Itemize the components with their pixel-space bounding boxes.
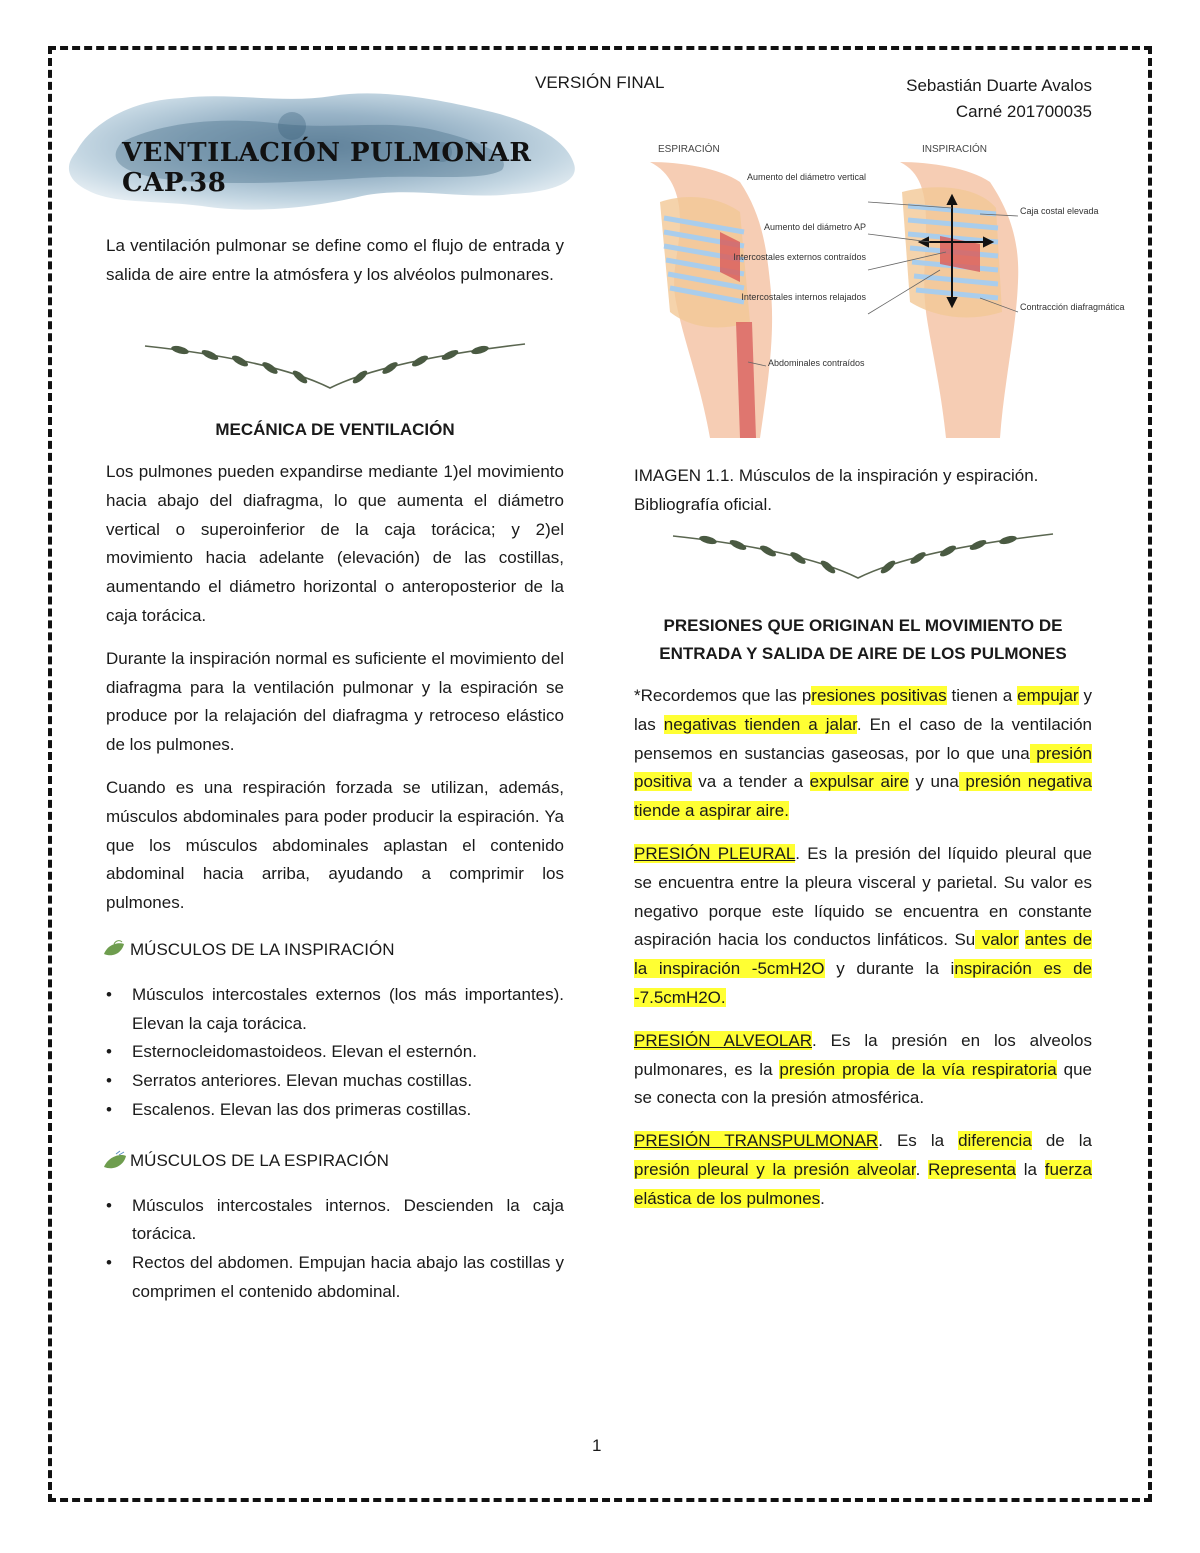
- version-label: VERSIÓN FINAL: [535, 73, 665, 92]
- expiration-heading: MÚSCULOS DE LA ESPIRACIÓN: [130, 1150, 389, 1170]
- text-run: la: [1016, 1159, 1045, 1179]
- pressures-section: [634, 612, 1092, 1214]
- text-run: *Recordemos que las p: [634, 686, 812, 705]
- figure-caption: IMAGEN 1.1. Músculos de la inspiración y espiración. Bibliografía oficial.: [634, 466, 1039, 514]
- carne-number: Carné 201700035: [955, 102, 1092, 121]
- right-column: [634, 462, 1092, 520]
- pleural-term: PRESIÓN PLEURAL: [634, 843, 796, 863]
- highlight: presión propia de la vía respiratoria: [779, 1059, 1057, 1079]
- transpulmonar-term: PRESIÓN TRANSPULMONAR: [634, 1131, 879, 1151]
- title-banner: [62, 82, 582, 222]
- alveolar-paragraph: [634, 1027, 1092, 1113]
- author-name: Sebastián Duarte Avalos: [906, 76, 1092, 95]
- highlight: presión pleural y la presión alveolar: [634, 1159, 916, 1179]
- left-column: [106, 232, 564, 290]
- annotation-vertical: Aumento del diámetro vertical: [746, 172, 866, 182]
- vine-divider-icon: [668, 526, 1058, 588]
- highlight: valor: [975, 930, 1019, 950]
- text-run: y una: [908, 772, 959, 792]
- text-run: . Es la: [878, 1131, 959, 1151]
- highlight: fuerza elástica de los pulmones: [634, 1159, 1092, 1208]
- annotation-ap: Aumento del diámetro AP: [763, 222, 866, 232]
- annotation-internal: Intercostales internos relajados: [741, 292, 866, 302]
- list-item: • Músculos intercostales internos. Descienden la caja torácica.: [132, 1192, 564, 1250]
- vine-divider-icon: [140, 336, 530, 398]
- highlight: resiones positivas: [811, 686, 947, 705]
- inspiration-list: [106, 981, 564, 1125]
- pressures-heading: PRESIONES QUE ORIGINAN EL MOVIMIENTO DE ENTRADA Y SALIDA DE AIRE DE LOS PULMONES: [659, 616, 1067, 663]
- mechanics-section: [106, 416, 564, 1307]
- breathing-figure: [640, 132, 1125, 438]
- text-run: de la: [1031, 1131, 1092, 1151]
- text-run: va a tender a: [691, 772, 810, 792]
- text-run: y las: [634, 686, 1092, 734]
- figure-label-left: ESPIRACIÓN: [658, 144, 720, 155]
- figure-label-right: INSPIRACIÓN: [922, 144, 988, 155]
- text-run: que se conecta con la presión atmosférica.: [634, 1059, 1093, 1108]
- highlight: Representa: [928, 1159, 1016, 1179]
- highlight: presión positiva: [634, 743, 1092, 792]
- annotation-external: Intercostales externos contraídos: [733, 252, 866, 262]
- text-run: . En el caso de la ventilación pensemos en sustancias gaseosas, por lo que una: [634, 714, 1092, 763]
- text-run: y durante la i: [824, 959, 955, 979]
- highlight: empujar: [1017, 686, 1079, 705]
- inspiration-heading-row: [106, 936, 564, 965]
- leaf-icon: [102, 940, 126, 960]
- pleural-paragraph: [634, 840, 1092, 1013]
- alveolar-term: PRESIÓN ALVEOLAR: [634, 1030, 812, 1050]
- expiration-heading-row: [106, 1147, 564, 1176]
- thorax-diagram: [640, 132, 1125, 438]
- text-run: . Es la presión del líquido pleural que se encuentra entre la pleura visceral y parietal. Su valor es negativo porque este líquido se encuentra en constante aspiración hacia los conductos linfáticos. Su: [634, 843, 1092, 950]
- list-item: • Escalenos. Elevan las dos primeras costillas.: [132, 1096, 564, 1125]
- highlight: presión negativa tiende a aspirar aire.: [634, 772, 1093, 821]
- list-item: • Rectos del abdomen. Empujan hacia abajo las costillas y comprimen el contenido abdominal.: [132, 1249, 564, 1307]
- list-item: • Serratos anteriores. Elevan muchas costillas.: [132, 1067, 564, 1096]
- annotation-ribcage: Caja costal elevada: [1020, 206, 1099, 216]
- page-title: VENTILACIÓN PULMONAR CAP.38: [122, 138, 532, 198]
- text-run: tienen a: [946, 686, 1018, 705]
- expiration-list: [106, 1192, 564, 1307]
- highlight: expulsar aire: [809, 772, 909, 792]
- highlight: diferencia: [958, 1131, 1032, 1151]
- transpulmonar-paragraph: [634, 1127, 1092, 1213]
- text-run: .: [820, 1188, 825, 1208]
- annotation-diaphragm: Contracción diafragmática: [1020, 302, 1125, 312]
- mechanics-paragraph-1: Los pulmones pueden expandirse mediante 1)el movimiento hacia abajo del diafragma, lo que aumenta el diámetro vertical o superoinferior de la caja torácica; y 2)el movimiento hacia adelante (elevación) de las costillas, aumentando el diámetro horizontal o anteroposterior de la caja torácica.: [106, 462, 564, 625]
- leaf-icon: [102, 1151, 128, 1173]
- annotation-abdominals: Abdominales contraídos: [768, 358, 865, 368]
- page-number: 1: [592, 1436, 602, 1455]
- text-run: . Es la presión en los alveolos pulmonares, es la: [634, 1030, 1092, 1079]
- text-run: .: [915, 1159, 929, 1179]
- mechanics-paragraph-2: Durante la inspiración normal es suficiente el movimiento del diafragma para la ventilación pulmonar y la espiración se produce por la relajación del diafragma y retroceso elástico de los pulmones.: [106, 648, 564, 755]
- mechanics-paragraph-3: Cuando es una respiración forzada se utilizan, además, músculos abdominales para poder producir la espiración. Ya que los músculos abdominales aplastan el contenido abdominal hacia arriba, ayudando a comprimir los pulmones.: [106, 777, 564, 913]
- list-item: • Esternocleidomastoideos. Elevan el esternón.: [132, 1038, 564, 1067]
- author-block: [906, 73, 1092, 125]
- intro-paragraph: La ventilación pulmonar se define como el flujo de entrada y salida de aire entre la atmósfera y los alvéolos pulmonares.: [106, 236, 564, 284]
- highlight: nspiración es de -7.5cmH2O.: [634, 959, 1092, 1007]
- highlight: negativas tienden a jalar: [663, 714, 857, 734]
- pressures-intro: [634, 682, 1092, 826]
- mechanics-heading: MECÁNICA DE VENTILACIÓN: [215, 420, 455, 439]
- inspiration-heading: MÚSCULOS DE LA INSPIRACIÓN: [130, 939, 395, 959]
- list-item: • Músculos intercostales externos (los más importantes). Elevan la caja torácica.: [132, 981, 564, 1039]
- highlight: antes de la inspiración -5cmH2O: [634, 930, 1092, 979]
